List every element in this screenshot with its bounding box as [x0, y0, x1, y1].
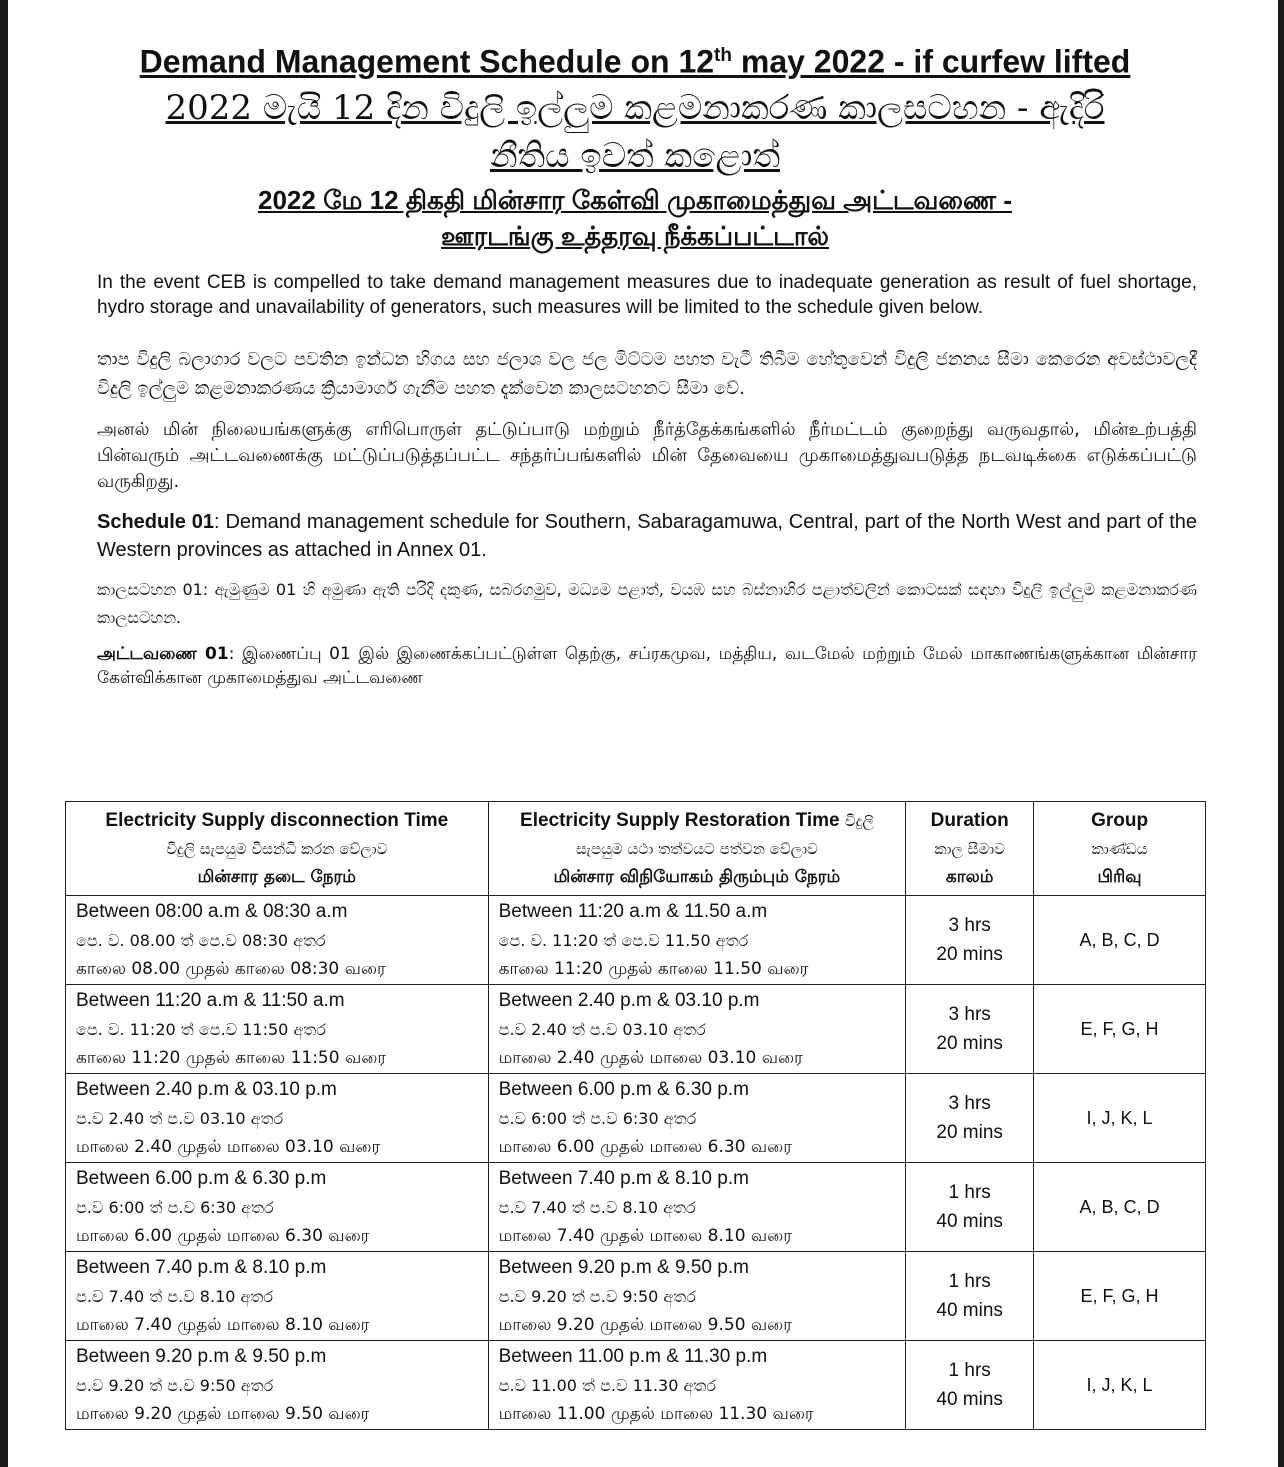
schedule-note-english: Schedule 01: Demand management schedule for Southern, Sabaragamuwa, Central, part of the North West and part of the Western provinces as attached in Annex 01. — [97, 510, 1197, 561]
intro-paragraph-english: In the event CEB is compelled to take demand management measures due to inadequate generation as result of fuel shortage, hydro storage and unavailability of generators, such measures will be limited to the schedule given below. — [97, 271, 1197, 318]
screen-edge-right — [1278, 0, 1284, 1467]
table-row — [66, 985, 1206, 1074]
title-english: Demand Management Schedule on 12th may 2022 - if curfew lifted — [139, 43, 1131, 80]
schedule-note-sinhala: කාලසටහන 01: ඇමුණුම 01 හි අමුණා ඇති පරිදි දකුණ, සබරගමුව, මධ්‍යම පළාත්, වයඹ සහ බස්නාහිර පළාත්වලින් කොටසක් සඳහා විදුලි ඉල්ලුම කළමනාකරණ කාලසටහන. — [97, 579, 1197, 627]
restoration-cell: Between 11:20 a.m & 11.50 a.m පෙ. ව. 11:20 ත් පෙ.ව 11.50 අතර காலை 11:20 முதல் காலை 11.50 வரை — [488, 896, 906, 985]
group-cell: A, B, C, D — [1034, 1163, 1206, 1252]
duration-cell: 3 hrs 20 mins — [906, 1074, 1034, 1163]
duration-cell: 1 hrs 40 mins — [906, 1252, 1034, 1341]
intro-paragraph-tamil: அனல் மின் நிலையங்களுக்கு எரிபொருள் தட்டுப்பாடு மற்றும் நீர்த்தேக்கங்களில் நீர்மட்டம் குறைந்து வருவதால், மின்உற்பத்தி பின்வரும் அட்டவணைக்கு மட்டுப்படுத்தப்பட்ட சந்தர்ப்பங்களில் மின் தேவையை முகாமைத்துவபடுத்த நடவடிக்கை எடுக்கப்பட்டு வருகிறது. — [97, 418, 1197, 492]
disconnection-cell: Between 6.00 p.m & 6.30 p.m ප.ව 6:00 ත් ප.ව 6:30 අතර மாலை 6.00 முதல் மாலை 6.30 வரை — [66, 1163, 489, 1252]
restoration-cell: Between 2.40 p.m & 03.10 p.m ප.ව 2.40 ත් ප.ව 03.10 අතර மாலை 2.40 முதல் மாலை 03.10 வரை — [488, 985, 906, 1074]
duration-cell: 3 hrs 20 mins — [906, 896, 1034, 985]
table-row — [66, 1074, 1206, 1163]
table-row — [66, 896, 1206, 985]
group-cell: A, B, C, D — [1034, 896, 1206, 985]
header-group: Group කාණ්ඩය பிரிவு — [1034, 802, 1206, 896]
intro-paragraph-sinhala: තාප විදුලි බලාගාර වලට පවතින ඉන්ධන හිගය සහ ජලාශ වල ජල මිට්ටම පහත වැටී තිබීම හේතුවෙන් විදුලි ජනනය සීමා කෙරෙන අවස්ථාවලදී විදුලි ඉල්ලුම කළමනාකරණය ක්‍රියාමාර්ග ගැනීම පහත දැක්වෙන කාලසටහනට සීමා වේ. — [97, 348, 1197, 399]
table-header-row — [66, 802, 1206, 896]
header-duration: Duration කාල සීමාව காலம் — [906, 802, 1034, 896]
header-disconnection-time: Electricity Supply disconnection Time විදුලි සැපයුම විසන්ධි කරන වේලාව மின்சார தடை நேரம் — [66, 802, 489, 896]
disconnection-cell: Between 7.40 p.m & 8.10 p.m ප.ව 7.40 ත් ප.ව 8.10 අතර மாலை 7.40 முதல் மாலை 8.10 வரை — [66, 1252, 489, 1341]
screen-edge-left — [0, 0, 8, 1467]
schedule-note-tamil: அட்டவணை 01: இணைப்பு 01 இல் இணைக்கப்பட்டுள்ள தெற்கு, சப்ரகமுவ, மத்திய, வடமேல் மற்றும் மேல் மாகாணங்களுக்கான மின்சார கேள்விக்கான முகாமைத்துவ அட்டவணை — [97, 643, 1197, 688]
disconnection-cell: Between 9.20 p.m & 9.50 p.m ප.ව 9.20 ත් ප.ව 9:50 අතර மாலை 9.20 முதல் மாலை 9.50 வரை — [66, 1341, 489, 1430]
table-row — [66, 1341, 1206, 1430]
duration-cell: 1 hrs 40 mins — [906, 1341, 1034, 1430]
disconnection-cell: Between 11:20 a.m & 11:50 a.m පෙ. ව. 11:20 ත් පෙ.ව 11:50 අතර காலை 11:20 முதல் காலை 11:50 வரை — [66, 985, 489, 1074]
restoration-cell: Between 9.20 p.m & 9.50 p.m ප.ව 9.20 ත් ප.ව 9:50 අතර மாலை 9.20 முதல் மாலை 9.50 வரை — [488, 1252, 906, 1341]
title-sinhala: 2022 මැයි 12 දින විදුලි ඉල්ලුම කළමනාකරණ කාලසටහන - ඇදිරි නීතිය ඉවත් කළොත් — [165, 87, 1105, 176]
table-row — [66, 1163, 1206, 1252]
duration-cell: 3 hrs 20 mins — [906, 985, 1034, 1074]
restoration-cell: Between 7.40 p.m & 8.10 p.m ප.ව 7.40 ත් ප.ව 8.10 අතර மாலை 7.40 முதல் மாலை 8.10 வரை — [488, 1163, 906, 1252]
schedule-table — [65, 801, 1206, 1430]
group-cell: E, F, G, H — [1034, 1252, 1206, 1341]
disconnection-cell: Between 08:00 a.m & 08:30 a.m පෙ. ව. 08.00 ත් පෙ.ව 08:30 අතර காலை 08.00 முதல் காலை 08:30 வரை — [66, 896, 489, 985]
restoration-cell: Between 6.00 p.m & 6.30 p.m ප.ව 6:00 ත් ප.ව 6:30 අතර மாலை 6.00 முதல் மாலை 6.30 வரை — [488, 1074, 906, 1163]
group-cell: E, F, G, H — [1034, 985, 1206, 1074]
disconnection-cell: Between 2.40 p.m & 03.10 p.m ප.ව 2.40 ත් ප.ව 03.10 අතර மாலை 2.40 முதல் மாலை 03.10 வரை — [66, 1074, 489, 1163]
title-tamil: 2022 மே 12 திகதி மின்சார கேள்வி முகாமைத்துவ அட்டவணை - ஊரடங்கு உத்தரவு நீக்கப்பட்டால் — [258, 184, 1012, 251]
header-restoration-time: Electricity Supply Restoration Time විදුලි සැපයුම යථා තත්වයට පත්වන වේලාව மின்சார விநியோகம் திரும்பும் நேரம் — [488, 802, 906, 896]
group-cell: I, J, K, L — [1034, 1341, 1206, 1430]
document-page — [60, 36, 1210, 690]
duration-cell: 1 hrs 40 mins — [906, 1163, 1034, 1252]
restoration-cell: Between 11.00 p.m & 11.30 p.m ප.ව 11.00 ත් ප.ව 11.30 අතර மாலை 11.00 முதல் மாலை 11.30 வரை — [488, 1341, 906, 1430]
group-cell: I, J, K, L — [1034, 1074, 1206, 1163]
table-row — [66, 1252, 1206, 1341]
